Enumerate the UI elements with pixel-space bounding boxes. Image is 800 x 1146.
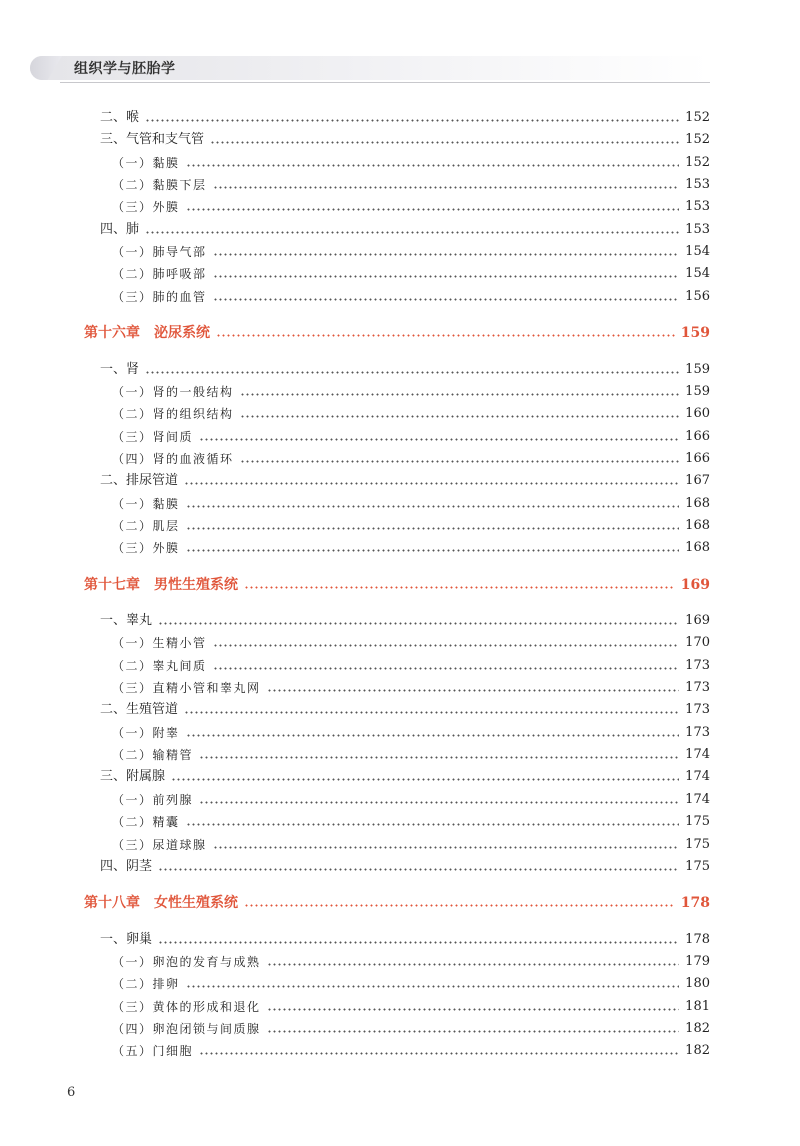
toc-entry-page: 174 xyxy=(685,791,710,807)
toc-entry-page: 168 xyxy=(685,517,710,533)
toc-entry-page: 152 xyxy=(685,154,710,170)
dot-leader xyxy=(171,771,679,783)
dot-leader xyxy=(213,268,680,280)
toc-subsection-entry[interactable] xyxy=(112,287,710,307)
toc-subsection-entry[interactable] xyxy=(112,153,710,173)
toc-subsection-entry[interactable] xyxy=(112,656,710,676)
dot-leader xyxy=(267,682,680,694)
toc-entry-page: 181 xyxy=(685,998,710,1014)
toc-entry-label: （三）黄体的形成和退化 xyxy=(112,999,261,1014)
dot-leader xyxy=(199,1045,679,1057)
toc-entry-page: 159 xyxy=(685,361,710,377)
toc-entry-label: （一）肺导气部 xyxy=(112,245,207,260)
toc-subsection-entry[interactable] xyxy=(112,494,710,514)
toc-entry-label: （二）睾丸间质 xyxy=(112,658,207,673)
toc-entry-page: 154 xyxy=(685,244,710,260)
toc-chapter-entry[interactable] xyxy=(84,323,710,343)
dot-leader xyxy=(240,453,680,465)
toc-subsection-entry[interactable] xyxy=(112,427,710,447)
dot-leader xyxy=(186,201,680,213)
toc-entry-label: （五）门细胞 xyxy=(112,1044,194,1059)
toc-entry-page: 173 xyxy=(685,657,710,673)
toc-chapter-entry[interactable] xyxy=(84,575,710,595)
toc-entry-page: 169 xyxy=(685,613,710,628)
toc-entry-page: 166 xyxy=(685,450,710,466)
toc-entry-label: （四）卵泡闭锁与间质腺 xyxy=(112,1021,261,1036)
dot-leader xyxy=(158,934,679,946)
toc-subsection-entry[interactable] xyxy=(112,538,710,558)
toc-entry-page: 182 xyxy=(685,1043,710,1059)
dot-leader xyxy=(213,839,680,851)
toc-section-entry[interactable] xyxy=(100,108,710,128)
toc-entry-label: （三）肺的血管 xyxy=(112,289,207,304)
toc-entry-label: （二）黏膜下层 xyxy=(112,178,207,193)
dot-leader xyxy=(213,291,680,303)
toc-subsection-entry[interactable] xyxy=(112,175,710,195)
toc-subsection-entry[interactable] xyxy=(112,723,710,743)
dot-leader xyxy=(186,520,680,532)
toc-entry-label: 四、阴茎 xyxy=(100,858,153,874)
toc-entry-page: 175 xyxy=(685,814,710,830)
toc-entry-page: 170 xyxy=(685,635,710,651)
toc-entry-page: 173 xyxy=(685,724,710,740)
toc-entry-page: 174 xyxy=(685,747,710,763)
toc-section-entry[interactable] xyxy=(100,767,710,787)
dot-leader xyxy=(184,475,679,487)
toc-entry-label: 四、肺 xyxy=(100,221,140,237)
dot-leader xyxy=(186,498,680,510)
toc-entry-page: 173 xyxy=(685,680,710,696)
toc-entry-label: （一）附睾 xyxy=(112,725,180,740)
toc-subsection-entry[interactable] xyxy=(112,1019,710,1039)
toc-subsection-entry[interactable] xyxy=(112,197,710,217)
dot-leader xyxy=(145,364,679,376)
toc-entry-label: （二）肺呼吸部 xyxy=(112,267,207,282)
dot-leader xyxy=(199,794,679,806)
dot-leader xyxy=(158,861,679,873)
toc-entry-label: （一）生精小管 xyxy=(112,636,207,651)
toc-entry-label: （三）外膜 xyxy=(112,541,180,556)
dot-leader xyxy=(213,660,680,672)
toc-entry-page: 153 xyxy=(685,199,710,215)
toc-subsection-entry[interactable] xyxy=(112,835,710,855)
toc-chapter-entry[interactable] xyxy=(84,893,710,913)
dot-leader xyxy=(186,978,680,990)
toc-subsection-entry[interactable] xyxy=(112,633,710,653)
dot-leader xyxy=(216,327,675,339)
toc-section-entry[interactable] xyxy=(100,130,710,150)
toc-subsection-entry[interactable] xyxy=(112,404,710,424)
toc-entry-label: （三）尿道球腺 xyxy=(112,837,207,852)
toc-subsection-entry[interactable] xyxy=(112,678,710,698)
toc-entry-page: 168 xyxy=(685,540,710,556)
toc-entry-label: （二）输精管 xyxy=(112,748,194,763)
toc-entry-page: 174 xyxy=(685,769,710,785)
dot-leader xyxy=(186,542,680,554)
toc-entry-label: （二）肌层 xyxy=(112,518,180,533)
toc-entry-label: 第十八章 女性生殖系统 xyxy=(84,895,238,912)
dot-leader xyxy=(184,704,679,716)
running-header xyxy=(30,56,710,82)
book-title: 组织学与胚胎学 xyxy=(74,61,176,77)
toc-subsection-entry[interactable] xyxy=(112,242,710,262)
toc-section-entry[interactable] xyxy=(100,220,710,240)
toc-entry-page: 175 xyxy=(685,836,710,852)
toc-section-entry[interactable] xyxy=(100,611,710,631)
toc-entry-page: 182 xyxy=(685,1020,710,1036)
toc-entry-page: 169 xyxy=(680,576,710,593)
dot-leader xyxy=(158,615,679,627)
toc-entry-page: 167 xyxy=(685,473,710,489)
toc-subsection-entry[interactable] xyxy=(112,382,710,402)
toc-entry-label: 一、肾 xyxy=(100,361,140,377)
toc-subsection-entry[interactable] xyxy=(112,1041,710,1061)
dot-leader xyxy=(244,897,675,909)
toc-entry-page: 178 xyxy=(680,895,710,912)
dot-leader xyxy=(145,112,679,124)
toc-entry-page: 152 xyxy=(685,110,710,125)
toc-entry-label: （二）精囊 xyxy=(112,815,180,830)
toc-entry-page: 159 xyxy=(680,325,710,342)
toc-section-entry[interactable] xyxy=(100,857,710,877)
toc-entry-page: 154 xyxy=(685,266,710,282)
toc-subsection-entry[interactable] xyxy=(112,974,710,994)
toc-entry-label: 三、附属腺 xyxy=(100,769,166,785)
toc-entry-page: 153 xyxy=(685,221,710,237)
toc-entry-label: （一）肾的一般结构 xyxy=(112,384,234,399)
toc-entry-label: （四）肾的血液循环 xyxy=(112,451,234,466)
dot-leader xyxy=(186,816,680,828)
dot-leader xyxy=(267,1001,680,1013)
toc-section-entry[interactable] xyxy=(100,471,710,491)
toc-entry-label: （二）排卵 xyxy=(112,977,180,992)
toc-entry-label: （一）黏膜 xyxy=(112,155,180,170)
toc-entry-label: （一）前列腺 xyxy=(112,792,194,807)
toc-subsection-entry[interactable] xyxy=(112,997,710,1017)
dot-leader xyxy=(240,408,680,420)
toc-section-entry[interactable] xyxy=(100,930,710,950)
dot-leader xyxy=(213,637,680,649)
toc-entry-label: 二、喉 xyxy=(100,110,140,125)
toc-section-entry[interactable] xyxy=(100,700,710,720)
toc-entry-page: 159 xyxy=(685,383,710,399)
toc-entry-label: 一、睾丸 xyxy=(100,613,153,628)
dot-leader xyxy=(244,579,675,591)
toc-entry-label: 第十七章 男性生殖系统 xyxy=(84,576,238,593)
toc-entry-page: 179 xyxy=(685,953,710,969)
toc-entry-label: 二、排尿管道 xyxy=(100,473,179,489)
toc-entry-label: 一、卵巢 xyxy=(100,931,153,947)
toc-entry-label: 第十六章 泌尿系统 xyxy=(84,325,210,342)
dot-leader xyxy=(186,157,680,169)
toc-section-entry[interactable] xyxy=(100,360,710,380)
dot-leader xyxy=(186,727,680,739)
toc-entry-label: （一）卵泡的发育与成熟 xyxy=(112,954,261,969)
toc-entry-label: （一）黏膜 xyxy=(112,496,180,511)
dot-leader xyxy=(199,431,679,443)
toc-entry-label: （二）肾的组织结构 xyxy=(112,407,234,422)
toc-entry-label: （三）直精小管和睾丸网 xyxy=(112,681,261,696)
dot-leader xyxy=(240,386,680,398)
toc-entry-label: 二、生殖管道 xyxy=(100,702,179,718)
toc-subsection-entry[interactable] xyxy=(112,952,710,972)
dot-leader xyxy=(267,1023,680,1035)
dot-leader xyxy=(213,246,680,258)
dot-leader xyxy=(145,224,679,236)
toc-entry-page: 173 xyxy=(685,702,710,718)
toc-subsection-entry[interactable] xyxy=(112,790,710,810)
toc-entry-page: 180 xyxy=(685,976,710,992)
toc-subsection-entry[interactable] xyxy=(112,516,710,536)
dot-leader xyxy=(199,749,679,761)
toc-entry-page: 175 xyxy=(685,858,710,874)
header-rule xyxy=(60,82,710,83)
toc-entry-label: （三）肾间质 xyxy=(112,429,194,444)
page-number: 6 xyxy=(67,1085,76,1100)
toc-entry-page: 156 xyxy=(685,288,710,304)
toc-entry-page: 152 xyxy=(685,132,710,148)
dot-leader xyxy=(213,179,680,191)
toc-entry-label: 三、气管和支气管 xyxy=(100,132,205,148)
toc-entry-page: 166 xyxy=(685,428,710,444)
dot-leader xyxy=(210,134,679,146)
toc-entry-page: 178 xyxy=(685,931,710,947)
toc-entry-page: 153 xyxy=(685,177,710,193)
toc-entry-label: （三）外膜 xyxy=(112,200,180,215)
toc-entry-page: 160 xyxy=(685,406,710,422)
toc-subsection-entry[interactable] xyxy=(112,812,710,832)
toc-subsection-entry[interactable] xyxy=(112,449,710,469)
toc-entry-page: 168 xyxy=(685,495,710,511)
dot-leader xyxy=(267,956,680,968)
toc-subsection-entry[interactable] xyxy=(112,264,710,284)
toc-subsection-entry[interactable] xyxy=(112,745,710,765)
